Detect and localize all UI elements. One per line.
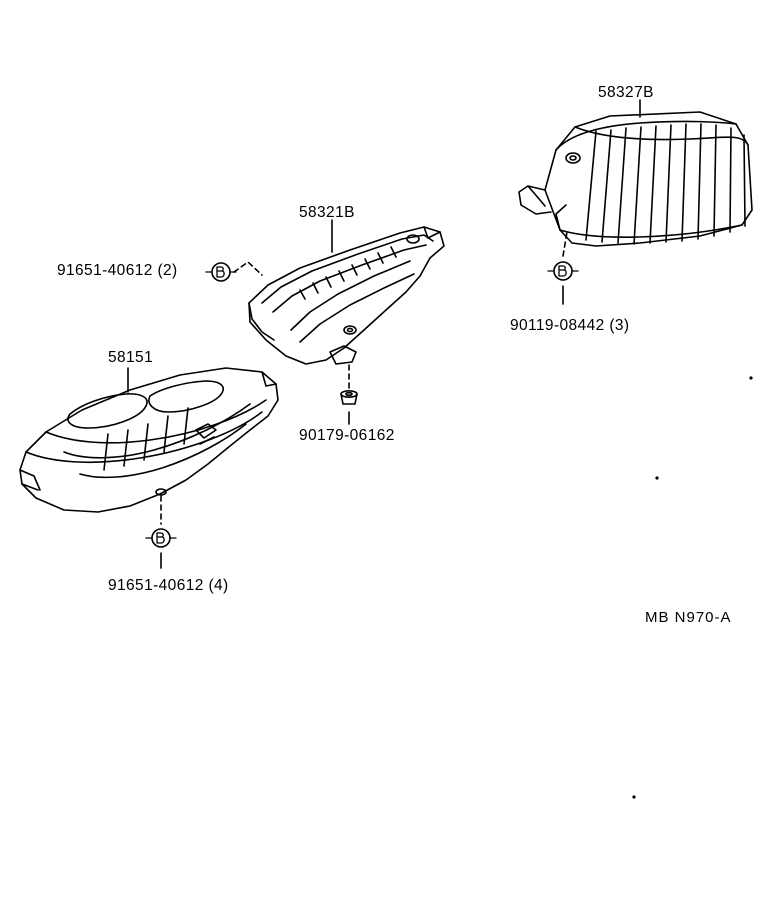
fastener-label-nut-center: 90179-06162 <box>299 427 395 444</box>
part-number-58327B: 58327B <box>598 84 654 101</box>
registration-dots <box>632 376 752 798</box>
fastener-label-clip-center: 91651-40612 (2) <box>57 262 178 279</box>
bolt-mark-center <box>206 263 236 281</box>
part-number-58321B: 58321B <box>299 204 355 221</box>
nut-icon-90179 <box>341 391 357 404</box>
part-number-58151: 58151 <box>108 349 154 366</box>
part-58327B-shape <box>519 112 752 246</box>
fastener-label-bolt-rear: 90119-08442 (3) <box>510 317 630 334</box>
fastener-label-clip-front: 91651-40612 (4) <box>108 577 229 594</box>
part-58151-shape <box>20 368 278 512</box>
leader-clip-center <box>234 262 262 275</box>
bolt-mark-rear <box>548 262 578 280</box>
part-58321B-shape <box>249 227 444 364</box>
diagram-id-code: MB N970-A <box>645 609 732 626</box>
bolt-mark-front <box>146 529 176 547</box>
